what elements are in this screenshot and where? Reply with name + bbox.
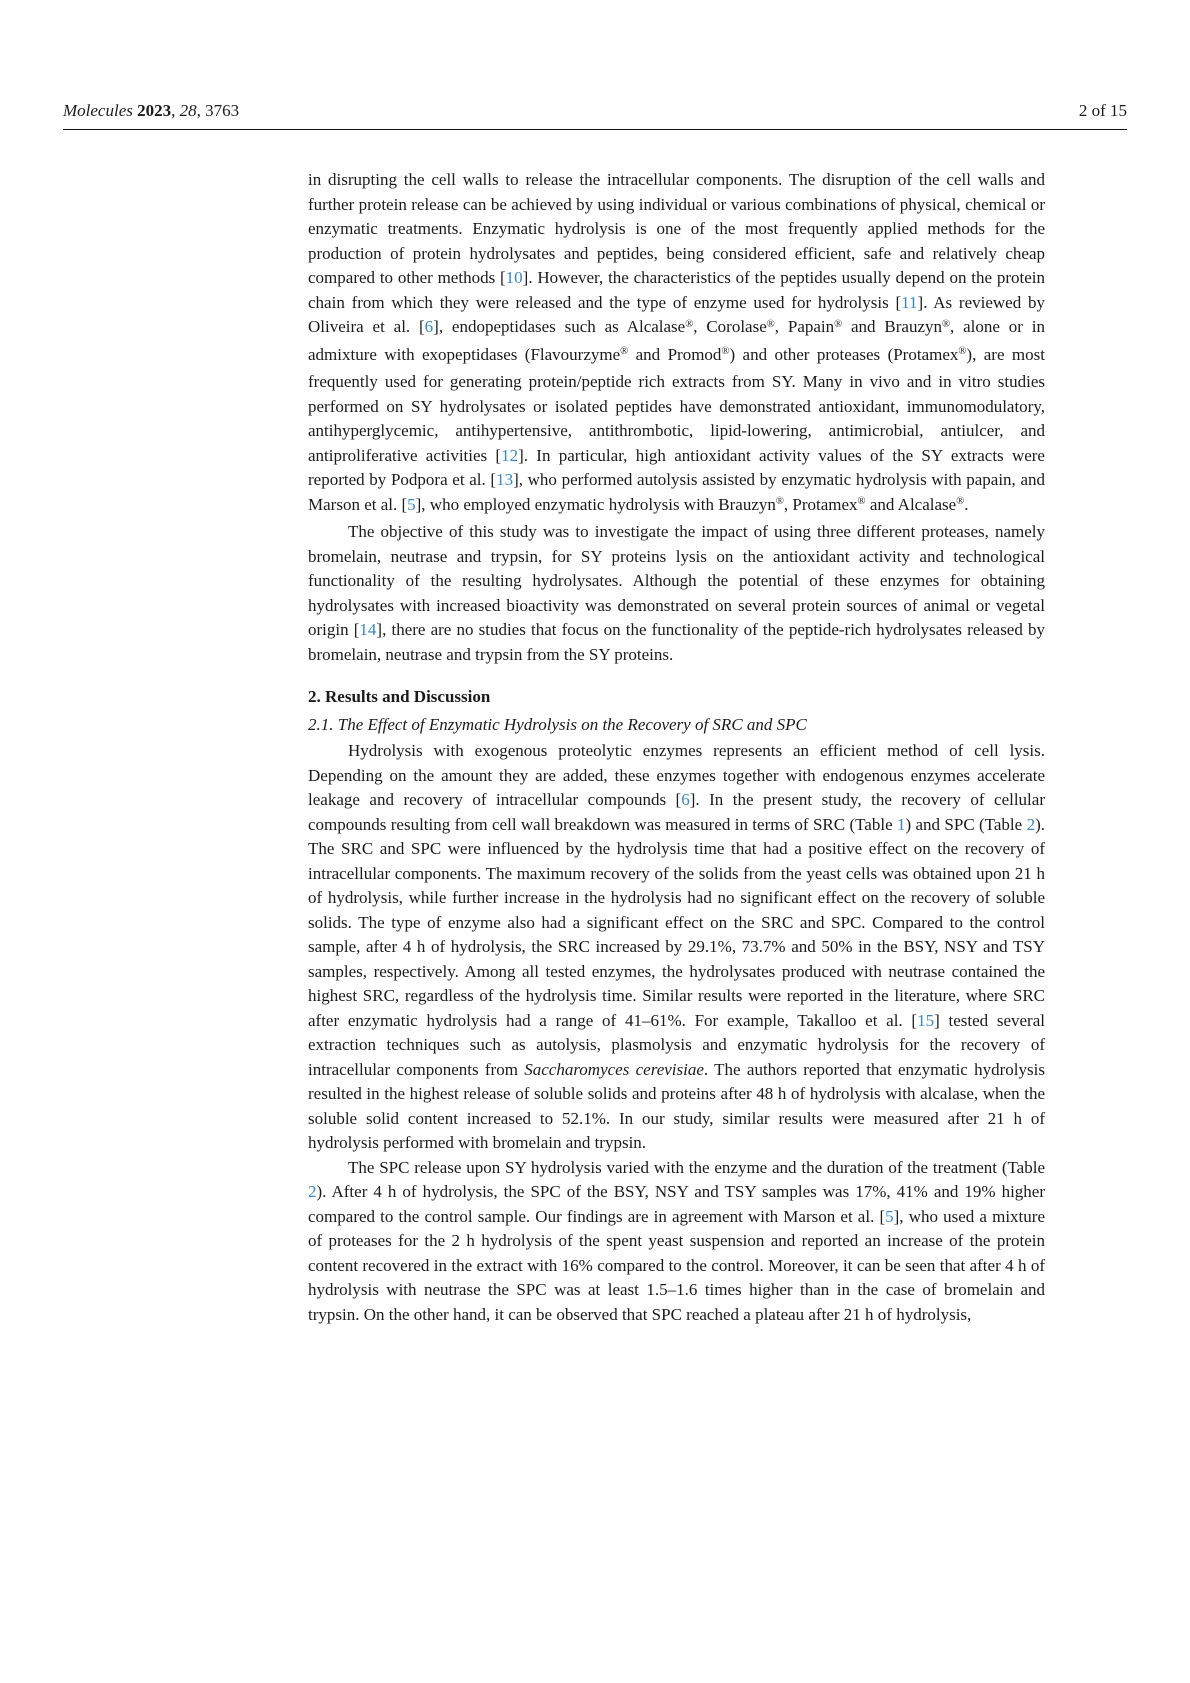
citation-link[interactable]: 15 <box>917 1010 935 1030</box>
italic-text: Saccharomyces cerevisiae <box>524 1059 704 1079</box>
paragraph <box>308 168 1045 520</box>
registered-trademark-symbol: ® <box>685 318 694 330</box>
article-number: 3763 <box>205 101 240 120</box>
body-text: ) and SPC (Table <box>905 814 1027 834</box>
citation-link[interactable]: 10 <box>505 268 523 287</box>
body-text: ). The SRC and SPC were influenced by the hydrolysis time that had a positive effect on the recovery of intracellular components. The maximum recovery of the solids from the yeast cells was obtained upon 21 h of hydrolysis, while further increase in the hydrolysis had no significant effect on the recovery of soluble solids. The type of enzyme also had a significant effect on the SRC and SPC. Compared to the control sample, after 4 h of hydrolysis, the SRC increased by 29.1%, 73.7% and 50% in the BSY, NSY and TSY samples, respectively. Among all tested enzymes, the hydrolysates produced with neutrase contained the highest SRC, regardless of the hydrolysis time. Similar results were reported in the literature, where SRC after enzymatic hydrolysis had a range of 41–61%. For example, Takalloo et al. [ <box>308 814 1045 1030</box>
registered-trademark-symbol: ® <box>775 496 784 508</box>
body-text: ], there are no studies that focus on the functionality of the peptide-rich hydrolysates released by bromelain, neutrase and trypsin from the SY proteins. <box>308 620 1045 664</box>
body-text: ) and other proteases (Protamex <box>729 344 959 364</box>
body-text: . <box>964 494 969 514</box>
citation-link[interactable]: 6 <box>424 317 434 336</box>
body-text: 2. Results and Discussion <box>308 687 491 706</box>
body-text: ]. In the present study, the recovery of cellular compounds resulting from cell wall breakdown was measured in terms of SRC (Table <box>308 790 1045 834</box>
running-head <box>63 101 1127 121</box>
citation-link[interactable]: 5 <box>407 494 416 514</box>
paragraph <box>308 739 1045 1156</box>
registered-trademark-symbol: ® <box>958 346 967 358</box>
registered-trademark-symbol: ® <box>857 496 866 508</box>
body-text: , Papain <box>774 317 835 336</box>
body-text: ]. However, the characteristics of the peptides usually depend on the protein chain from which they were released and the type of enzyme used for hydrolysis [ <box>308 268 1045 312</box>
body-text: and Alcalase <box>865 494 957 514</box>
citation-link[interactable]: 12 <box>501 445 519 465</box>
citation-link[interactable]: 5 <box>885 1206 894 1226</box>
body-text: ], who performed autolysis assisted by enzymatic hydrolysis with papain, and Marson et al. [ <box>308 470 1046 514</box>
body-text: 2.1. The Effect of Enzymatic Hydrolysis on the Recovery of SRC and SPC <box>308 714 807 734</box>
body-text: in disrupting the cell walls to release the intracellular components. The disruption of the cell walls and further protein release can be achieved by using individual or various combinations of physical, chemical or enzymatic treatments. Enzymatic hydrolysis is one of the most frequently applied methods for the production of protein hydrolysates and peptides, being considered efficient, safe and relatively cheap compared to other methods [ <box>308 170 1045 287</box>
journal-year: 2023 <box>137 101 172 120</box>
body-text: ]. In particular, high antioxidant activity values of the SY extracts were reported by Podpora et al. [ <box>308 445 1045 489</box>
body-text: . The authors reported that enzymatic hydrolysis resulted in the highest release of soluble solids and proteins after 48 h of hydrolysis with alcalase, when the soluble solid content increased to 52.1%. In our study, similar results were measured after 21 h of hydrolysis performed with bromelain and trypsin. <box>308 1059 1045 1152</box>
journal-name: Molecules <box>63 101 133 120</box>
body-text: The SPC release upon SY hydrolysis varied with the enzyme and the duration of the treatment (Table <box>348 1157 1045 1177</box>
registered-trademark-symbol: ® <box>721 346 730 358</box>
journal-volume: 28 <box>179 101 197 120</box>
body-text: ], who used a mixture of proteases for the 2 h hydrolysis of the spent yeast suspension and reported an increase of the protein content recovered in the extract with 16% compared to the control. Moreover, it can be seen that after 4 h of hydrolysis with neutrase the SPC was at least 1.5–1.6 times higher than in the case of bromelain and trypsin. On the other hand, it can be observed that SPC reached a plateau after 21 h of hydrolysis, <box>308 1206 1045 1324</box>
subsection-heading <box>308 713 1045 738</box>
journal-citation: Molecules 2023, 28, 3763 <box>63 101 240 120</box>
section-heading <box>308 685 1045 710</box>
body-text: ). After 4 h of hydrolysis, the SPC of the BSY, NSY and TSY samples was 17%, 41% and 19% higher compared to the control sample. Our findings are in agreement with Marson et al. [ <box>308 1182 1045 1226</box>
citation-link[interactable]: 6 <box>681 790 690 809</box>
body-text: , alone or in admixture with exopeptidases (Flavourzyme <box>308 317 1045 364</box>
registered-trademark-symbol: ® <box>620 346 629 358</box>
body-text: ]. As reviewed by Oliveira et al. [ <box>308 292 1045 336</box>
page-number: 2 of 15 <box>1078 101 1127 120</box>
header-rule <box>63 129 1127 130</box>
body-text: ], who employed enzymatic hydrolysis with Brauzyn <box>415 494 776 514</box>
citation-link[interactable]: 2 <box>308 1182 317 1201</box>
citation-link[interactable]: 14 <box>359 620 377 639</box>
registered-trademark-symbol: ® <box>766 318 775 330</box>
citation-link[interactable]: 11 <box>901 292 918 312</box>
citation-link[interactable]: 2 <box>1026 814 1036 834</box>
registered-trademark-symbol: ® <box>834 318 843 330</box>
paragraph <box>308 520 1045 667</box>
body-text: and Promod <box>628 344 722 364</box>
body-text: Hydrolysis with exogenous proteolytic enzymes represents an efficient method of cell lysis. Depending on the amount they are added, these enzymes together with endogenous enzymes accelerate leakage and recovery of intracellular compounds [ <box>308 741 1045 809</box>
body-text: , Corolase <box>693 317 767 336</box>
registered-trademark-symbol: ® <box>956 496 965 508</box>
citation-link[interactable]: 13 <box>496 470 514 489</box>
registered-trademark-symbol: ® <box>942 318 951 330</box>
article-body <box>308 168 1045 1327</box>
body-text: ], endopeptidases such as Alcalase <box>433 317 686 336</box>
body-text: ] tested several extraction techniques such as autolysis, plasmolysis and enzymatic hydrolysis for the recovery of intracellular components from <box>308 1010 1045 1079</box>
paragraph <box>308 1156 1045 1328</box>
body-text: , Protamex <box>783 494 858 514</box>
body-text: ), are most frequently used for generating protein/peptide rich extracts from SY. Many in vivo and in vitro studies performed on SY hydrolysates or isolated peptides have demonstrated antioxidant, immunomodulatory, antihyperglycemic, antihypertensive, antithrombotic, lipid-lowering, antimicrobial, antiulcer, and antiproliferative activities [ <box>308 344 1045 465</box>
body-text: The objective of this study was to investigate the impact of using three different proteases, namely bromelain, neutrase and trypsin, for SY proteins lysis on the antioxidant activity and technological functionality of the resulting hydrolysates. Although the potential of these enzymes for obtaining hydrolysates with increased bioactivity was demonstrated on several protein sources of animal or vegetal origin [ <box>308 522 1045 639</box>
body-text: and Brauzyn <box>842 317 942 336</box>
citation-link[interactable]: 1 <box>896 814 906 834</box>
